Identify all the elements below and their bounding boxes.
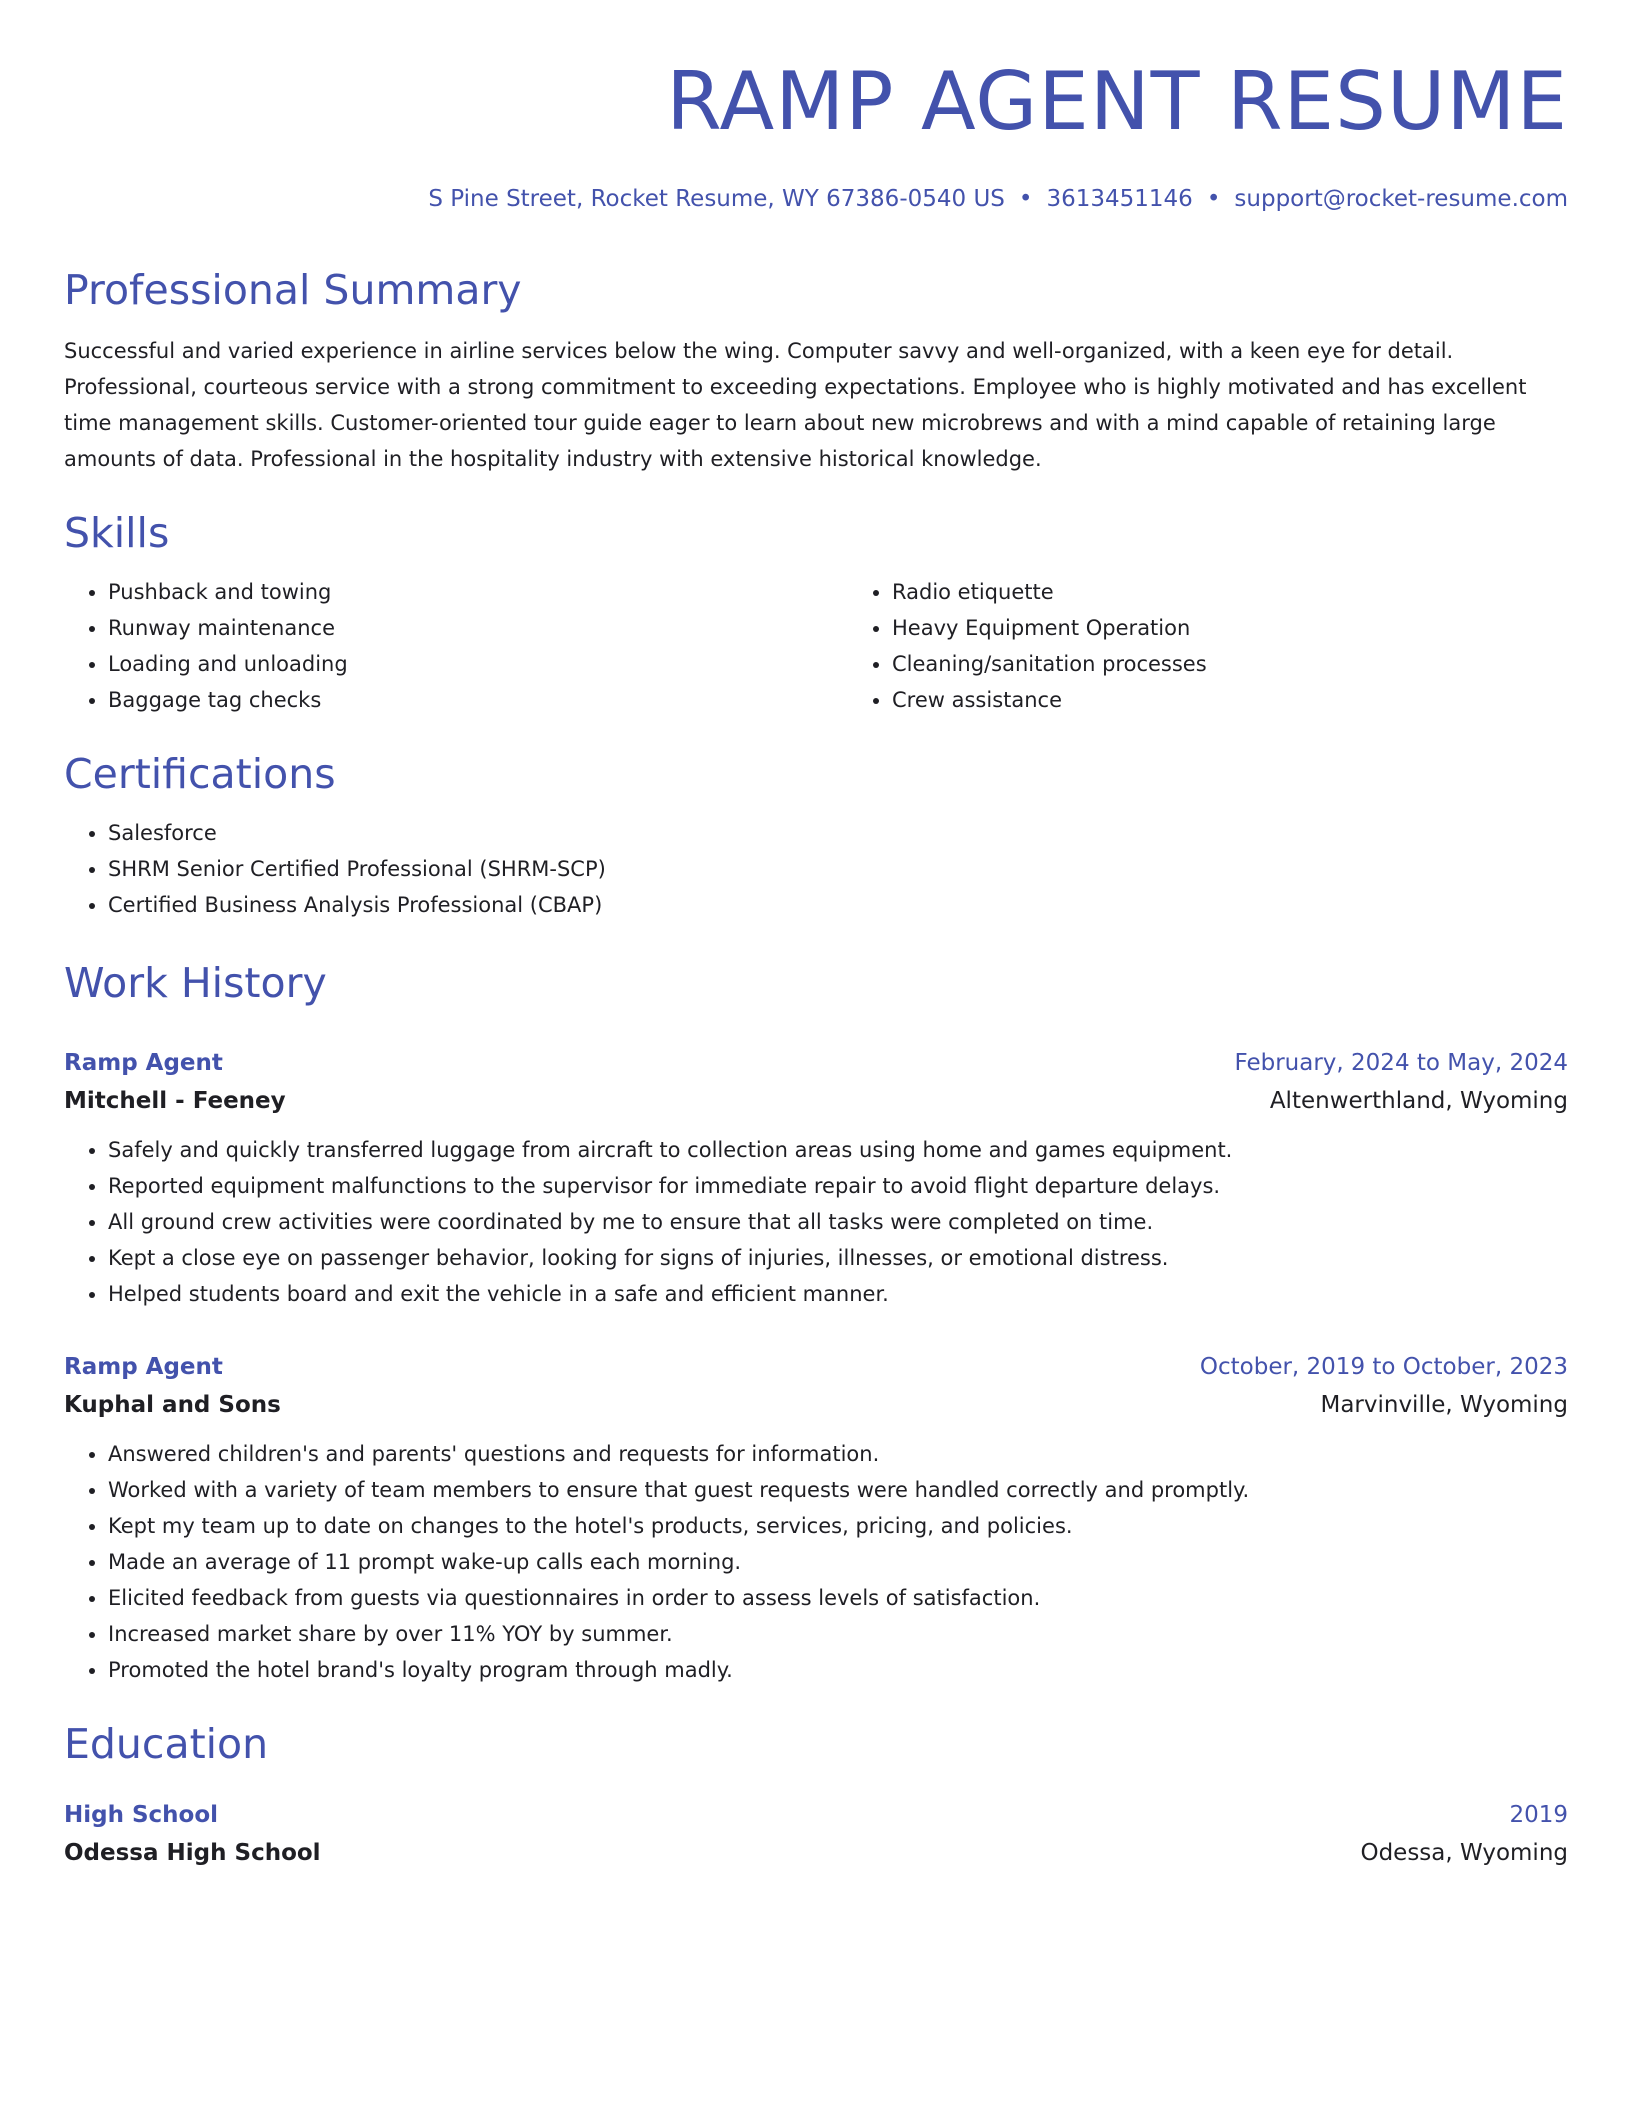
job-duty: • Kept a close eye on passenger behavior, looking for signs of injuries, illnesses, or emotional distress.: [108, 1240, 1568, 1276]
contact-email: support@rocket-resume.com: [1234, 186, 1568, 212]
job-duty: • All ground crew activities were coordinated by me to ensure that all tasks were completed on time.: [108, 1204, 1568, 1240]
skills-section: [64, 509, 1568, 718]
job-header-row: [64, 1044, 1568, 1082]
resume-title: RAMP AGENT RESUME: [666, 55, 1568, 148]
skill-item: • Cleaning/sanitation processes: [892, 646, 1632, 682]
education-section: [64, 1720, 1568, 1871]
skills-grid: [64, 558, 1568, 718]
summary-heading: Professional Summary: [64, 265, 522, 314]
job-duty: • Answered children's and parents' questions and requests for information.: [108, 1436, 1568, 1472]
certification-item: • SHRM Senior Certified Professional (SHRM-SCP): [108, 851, 1568, 887]
job-duty: • Promoted the hotel brand's loyalty program through madly.: [108, 1652, 1568, 1688]
education-year: 2019: [1509, 1801, 1568, 1828]
certifications-list: [64, 815, 1568, 923]
work-history-heading: Work History: [64, 959, 327, 1008]
skills-list-right: [848, 574, 1632, 718]
education-entry: [64, 1796, 1568, 1872]
job-duty: • Increased market share by over 11% YOY by summer.: [108, 1616, 1568, 1652]
education-location: Odessa, Wyoming: [1360, 1839, 1568, 1866]
certification-item: • Certified Business Analysis Professional (CBAP): [108, 887, 1568, 923]
certifications-section: [64, 750, 1568, 923]
job-dates: February, 2024 to May, 2024: [1234, 1050, 1568, 1077]
skill-item: • Heavy Equipment Operation: [892, 610, 1632, 646]
contact-separator: •: [1206, 186, 1221, 212]
contact-phone: 3613451146: [1046, 186, 1193, 212]
job-entry: [64, 1348, 1568, 1688]
job-title: Ramp Agent: [64, 1050, 223, 1077]
education-heading: Education: [64, 1720, 269, 1769]
job-dates: October, 2019 to October, 2023: [1199, 1354, 1568, 1381]
job-company: Kuphal and Sons: [64, 1392, 281, 1419]
job-company: Mitchell - Feeney: [64, 1088, 286, 1115]
education-school: Odessa High School: [64, 1839, 321, 1866]
job-company-row: [64, 1082, 1568, 1120]
job-header-row: [64, 1348, 1568, 1386]
summary-text: Successful and varied experience in airline services below the wing. Computer savvy and well-organized, with a keen eye for detail. Professional, courteous service with a strong commitment to exceeding expectations. Employee who is highly motivated and has excellent time management skills. Customer-oriented tour guide eager to learn about new microbrews and with a mind capable of retaining large amounts of data. Professional in the hospitality industry with extensive historical knowledge.: [64, 338, 1527, 471]
job-location: Altenwerthland, Wyoming: [1269, 1088, 1568, 1115]
skill-item: • Loading and unloading: [108, 646, 848, 682]
summary-section: [64, 266, 1568, 477]
job-duty: • Worked with a variety of team members to ensure that guest requests were handled correctly and promptly.: [108, 1472, 1568, 1508]
job-location: Marvinville, Wyoming: [1320, 1392, 1568, 1419]
job-duty: • Kept my team up to date on changes to the hotel's products, services, pricing, and policies.: [108, 1508, 1568, 1544]
skills-heading: Skills: [64, 508, 170, 557]
education-degree: High School: [64, 1801, 219, 1828]
skill-item: • Baggage tag checks: [108, 682, 848, 718]
education-school-row: [64, 1834, 1568, 1872]
job-duty: • Elicited feedback from guests via questionnaires in order to assess levels of satisfaction.: [108, 1580, 1568, 1616]
job-company-row: [64, 1386, 1568, 1424]
job-duty: • Helped students board and exit the vehicle in a safe and efficient manner.: [108, 1276, 1568, 1312]
job-duty: • Made an average of 11 prompt wake-up calls each morning.: [108, 1544, 1568, 1580]
contact-address: S Pine Street, Rocket Resume, WY 67386-0540 US: [428, 186, 1005, 212]
skill-item: • Crew assistance: [892, 682, 1632, 718]
job-duty: • Safely and quickly transferred luggage from aircraft to collection areas using home and games equipment.: [108, 1132, 1568, 1168]
contact-line: [64, 186, 1568, 214]
certifications-heading: Certifications: [64, 749, 336, 798]
job-duties-list: [64, 1132, 1568, 1312]
education-header-row: [64, 1796, 1568, 1834]
skill-item: • Radio etiquette: [892, 574, 1632, 610]
job-entry: [64, 1044, 1568, 1312]
skill-item: • Runway maintenance: [108, 610, 848, 646]
work-history-section: [64, 959, 1568, 1688]
skills-list-left: [64, 574, 848, 718]
contact-separator: •: [1018, 186, 1033, 212]
certification-item: • Salesforce: [108, 815, 1568, 851]
skill-item: • Pushback and towing: [108, 574, 848, 610]
job-title: Ramp Agent: [64, 1354, 223, 1381]
job-duties-list: [64, 1436, 1568, 1688]
job-duty: • Reported equipment malfunctions to the supervisor for immediate repair to avoid flight departure delays.: [108, 1168, 1568, 1204]
